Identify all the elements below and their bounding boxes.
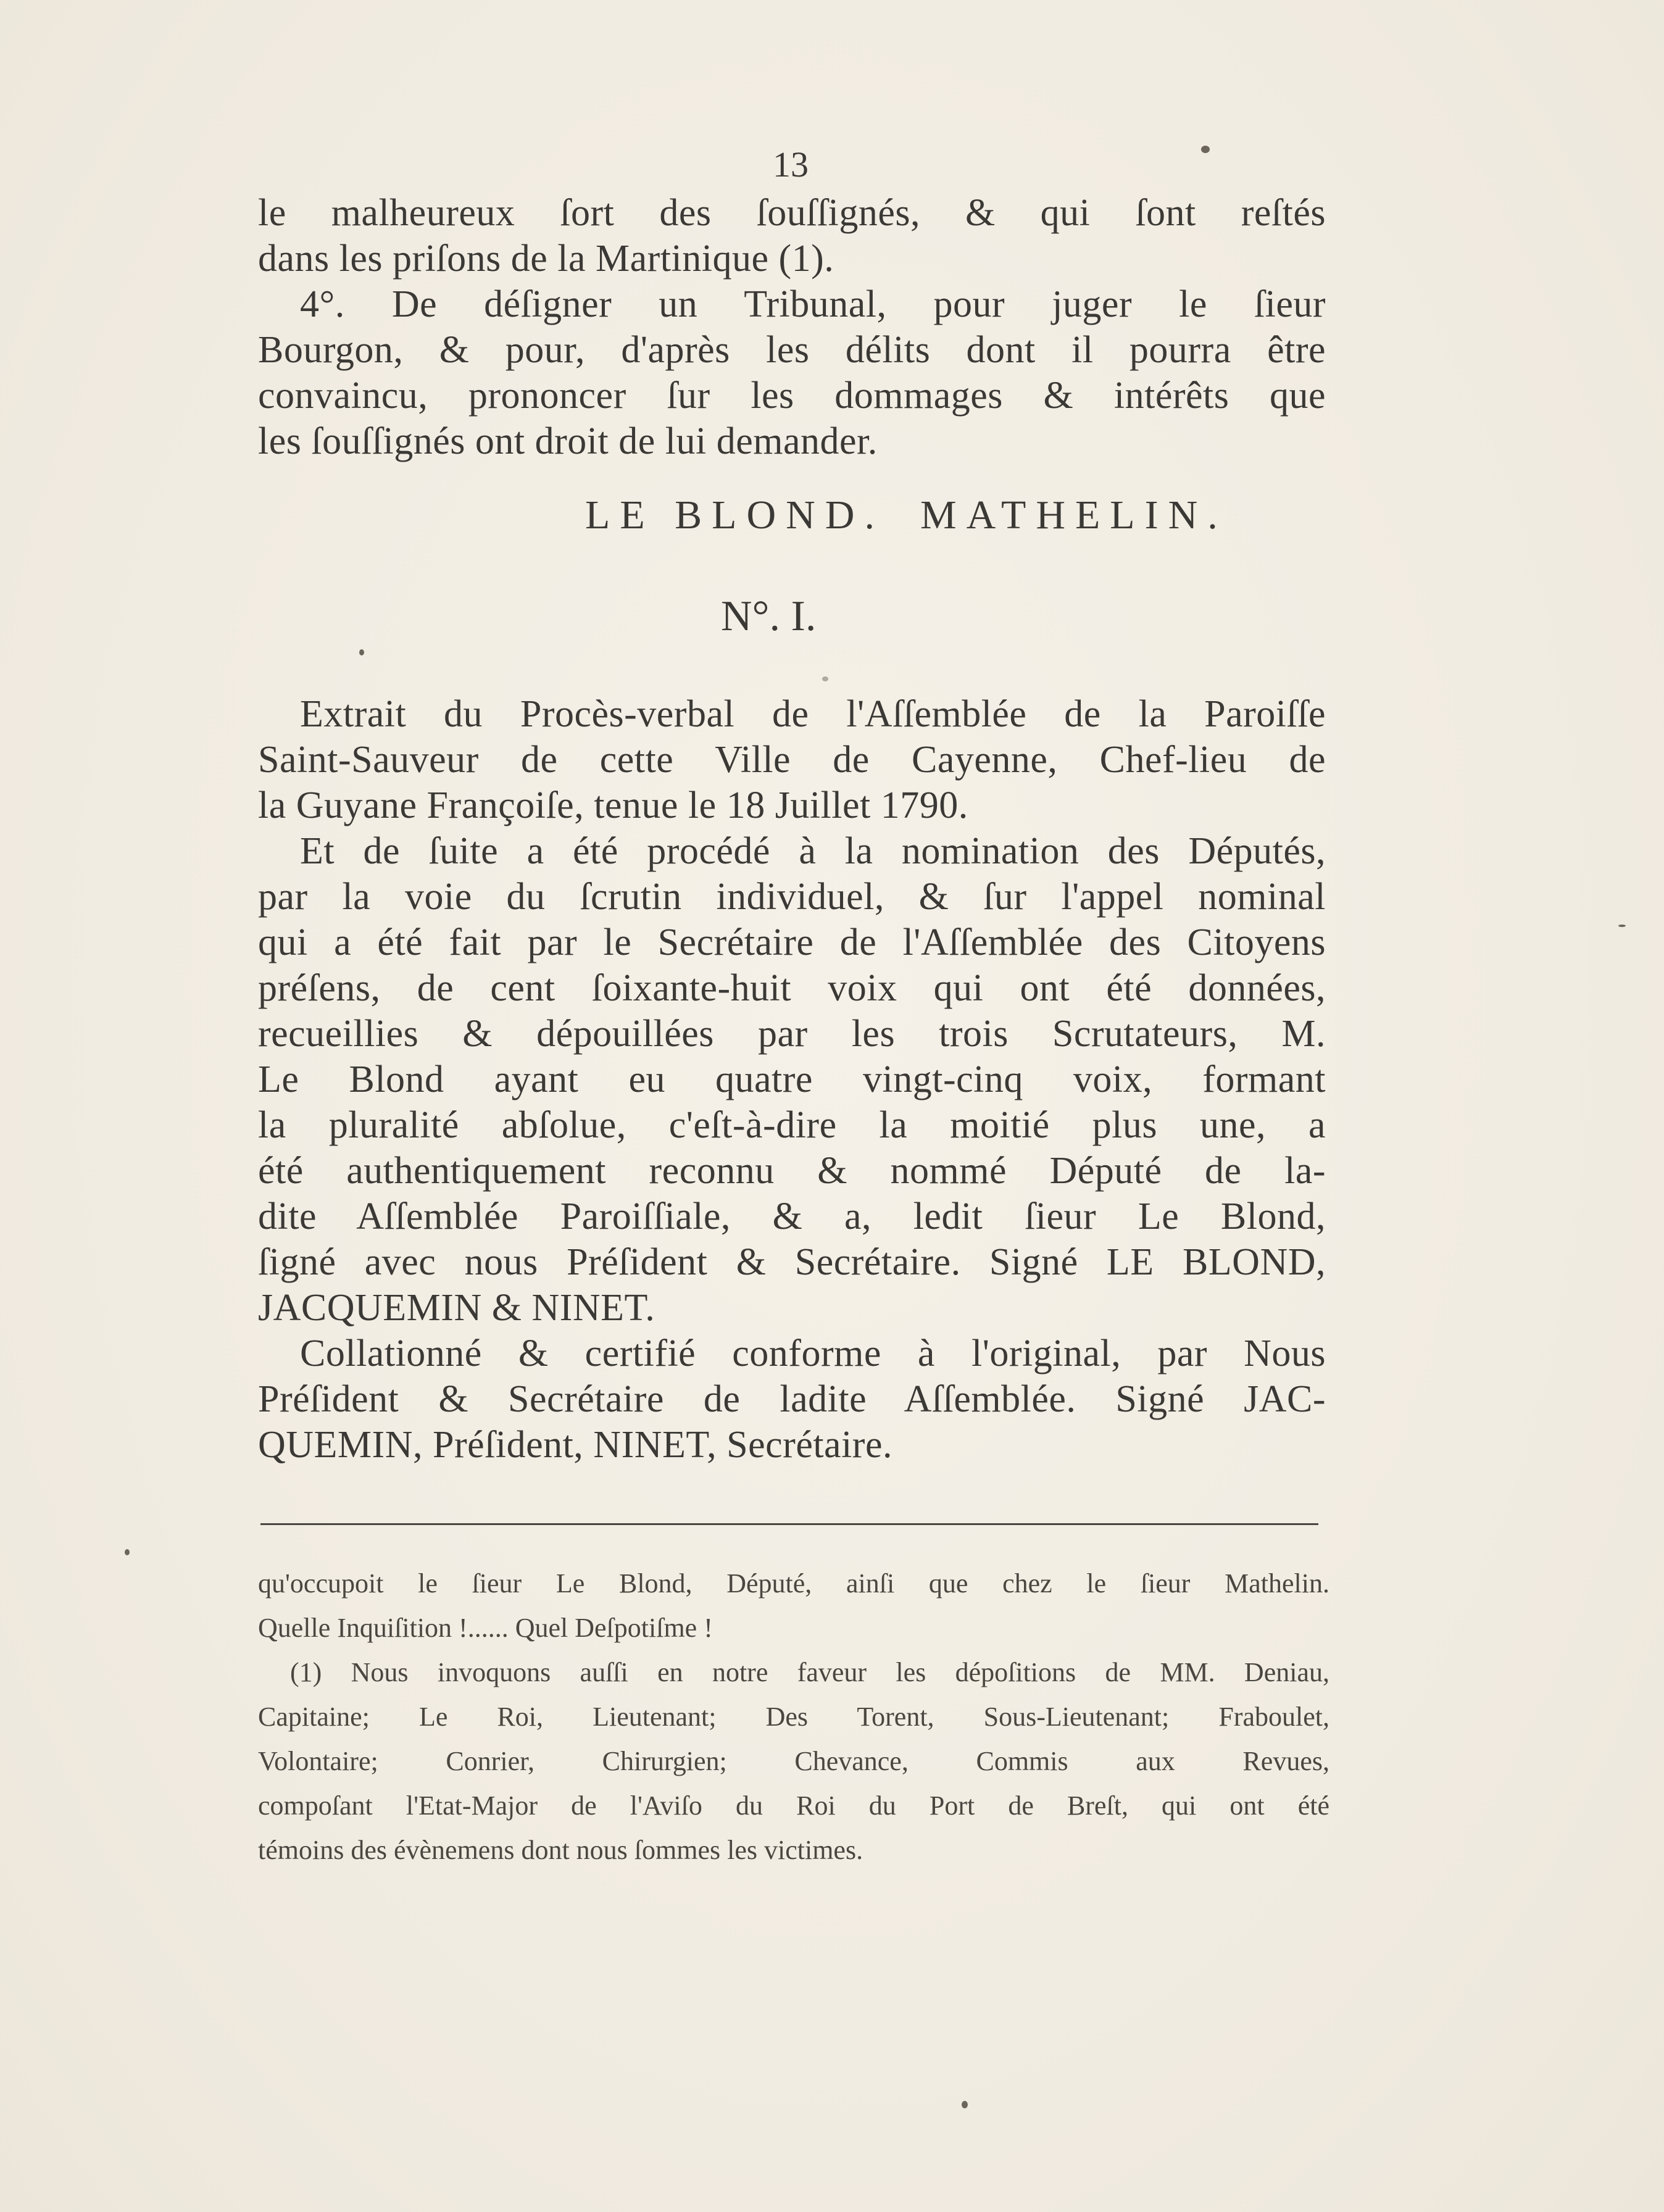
footnote-line: compoſant l'Etat-Major de l'Aviſo du Roi du Port de Breſt, qui ont été [258, 1790, 1329, 1821]
text-line: les ſouſſignés ont droit de lui demander. [258, 420, 878, 462]
signatures-line [585, 494, 1228, 537]
text-line: 4°. De déſigner un Tribunal, pour juger le ſieur [300, 283, 1326, 325]
footnote-line: qu'occupoit le ſieur Le Blond, Député, ainſi que chez le ſieur Mathelin. [258, 1568, 1329, 1599]
paper-speck [1618, 925, 1626, 927]
paper-speck [125, 1549, 130, 1555]
text-line: JACQUEMIN & NINET. [258, 1287, 655, 1329]
text-line: Extrait du Procès-verbal de l'Aſſemblée de la Paroiſſe [300, 693, 1326, 735]
text-line: dans les priſons de la Martinique (1). [258, 238, 834, 280]
paper-speck [1201, 146, 1210, 153]
top-paragraph [258, 190, 1326, 464]
footnote-divider [260, 1523, 1318, 1525]
footnote-line: Volontaire; Conrier, Chirurgien; Chevance, Commis aux Revues, [258, 1746, 1329, 1776]
signature-le-blond: LE BLOND. [585, 493, 884, 538]
text-line: Et de ſuite a été procédé à la nomination des Députés, [300, 830, 1326, 872]
extract-paragraph [258, 691, 1326, 828]
text-line: ſigné avec nous Préſident & Secrétaire. Signé LE BLOND, [258, 1241, 1326, 1283]
text-line: Bourgon, & pour, d'après les délits dont il pourra être [258, 329, 1326, 371]
text-line: Collationné & certifié conforme à l'original, par Nous [300, 1333, 1326, 1374]
footnote-line: (1) Nous invoquons auſſi en notre faveur les dépoſitions de MM. Deniau, [290, 1657, 1329, 1687]
text-line: la pluralité abſolue, c'eſt-à-dire la moitié plus une, a [258, 1104, 1326, 1146]
text-line: QUEMIN, Préſident, NINET, Secrétaire. [258, 1424, 892, 1466]
footnote-line: témoins des évènemens dont nous ſommes les victimes. [258, 1835, 863, 1865]
certification-paragraph [258, 1331, 1326, 1468]
text-line: dite Aſſemblée Paroiſſiale, & a, ledit ſieur Le Blond, [258, 1195, 1326, 1237]
signature-mathelin: MATHELIN. [920, 493, 1228, 538]
body-paragraph [258, 828, 1326, 1331]
page-number: 13 [773, 144, 809, 185]
text-line: qui a été fait par le Secrétaire de l'Aſſemblée des Citoyens [258, 921, 1326, 963]
paper-speck [359, 649, 364, 655]
paper-speck [962, 2101, 968, 2108]
text-line: la Guyane Françoiſe, tenue le 18 Juillet 1790. [258, 784, 968, 826]
text-line: Saint-Sauveur de cette Ville de Cayenne, Chef-lieu de [258, 739, 1326, 781]
text-line: préſens, de cent ſoixante-huit voix qui ont été données, [258, 967, 1326, 1009]
footnote-line: Quelle Inquiſition !...... Quel Deſpotiſme ! [258, 1613, 713, 1643]
text-line: été authentiquement reconnu & nommé Député de la- [258, 1150, 1326, 1192]
text-line: recueillies & dépouillées par les trois Scrutateurs, M. [258, 1013, 1326, 1055]
text-line: Préſident & Secrétaire de ladite Aſſemblée. Signé JAC- [258, 1378, 1326, 1420]
footnote-line: Capitaine; Le Roi, Lieutenant; Des Torent, Sous-Lieutenant; Fraboulet, [258, 1702, 1329, 1732]
section-heading: N°. I. [721, 592, 817, 640]
footnotes [258, 1561, 1329, 1873]
text-line: Le Blond ayant eu quatre vingt-cinq voix, formant [258, 1058, 1326, 1100]
text-line: convaincu, prononcer ſur les dommages & intérêts que [258, 375, 1326, 417]
paper-speck [822, 676, 828, 681]
text-line: par la voie du ſcrutin individuel, & ſur l'appel nominal [258, 876, 1326, 918]
text-line: le malheureux ſort des ſouſſignés, & qui ſont reſtés [258, 192, 1326, 234]
